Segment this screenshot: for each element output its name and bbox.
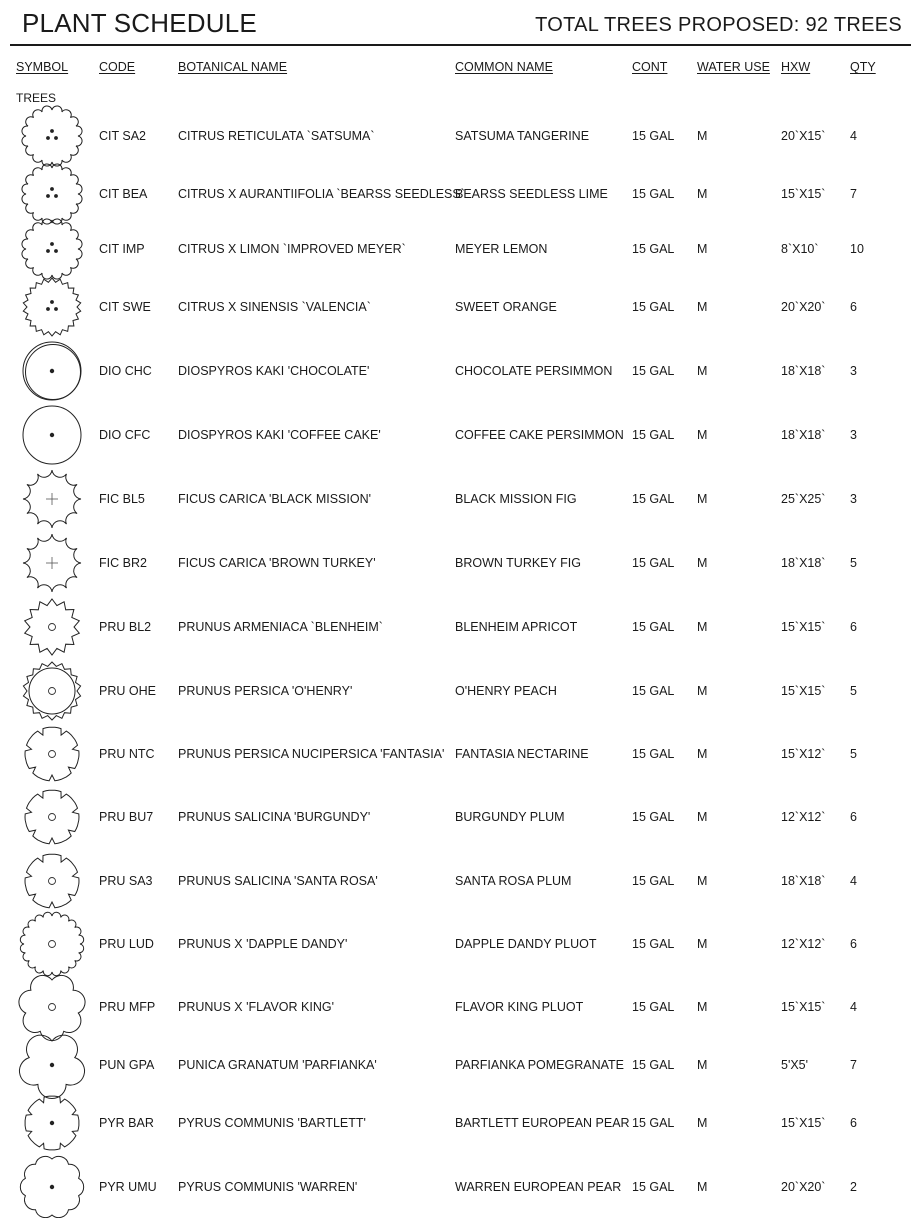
height-width: 25`X25` [781,492,826,506]
fig-star-icon [21,532,83,594]
water-use: M [697,242,708,256]
water-use: M [697,1180,708,1194]
water-use: M [697,129,708,143]
persimmon-double-circle-icon [21,340,83,402]
container-size: 15 GAL [632,492,675,506]
height-width: 12`X12` [781,937,826,951]
botanical-name: PRUNUS X 'DAPPLE DANDY' [178,937,348,951]
botanical-name: PUNICA GRANATUM 'PARFIANKA' [178,1058,377,1072]
quantity: 2 [850,1180,857,1194]
common-name: BROWN TURKEY FIG [455,556,581,570]
citrus-spiky-icon [21,276,83,338]
botanical-name: PRUNUS SALICINA 'SANTA ROSA' [178,874,378,888]
container-size: 15 GAL [632,1180,675,1194]
plant-code: PRU LUD [99,937,154,951]
plant-code: PRU BL2 [99,620,152,634]
height-width: 15`X15` [781,684,826,698]
botanical-name: CITRUS RETICULATA `SATSUMA` [178,129,375,143]
citrus-scalloped-icon [21,105,83,167]
container-size: 15 GAL [632,620,675,634]
container-size: 15 GAL [632,556,675,570]
quantity: 6 [850,937,857,951]
header-botanical-name: BOTANICAL NAME [178,60,288,74]
water-use: M [697,874,708,888]
plant-code: FIC BR2 [99,556,147,570]
quantity: 5 [850,747,857,761]
quantity: 6 [850,1116,857,1130]
pomegranate-trefoil-icon [21,1034,83,1096]
common-name: SANTA ROSA PLUM [455,874,572,888]
botanical-name: CITRUS X SINENSIS `VALENCIA` [178,300,371,314]
water-use: M [697,747,708,761]
page-title: PLANT SCHEDULE [22,8,257,38]
quantity: 4 [850,129,857,143]
water-use: M [697,364,708,378]
common-name: BEARSS SEEDLESS LIME [455,187,608,201]
pear-notched-icon [21,1092,83,1154]
quantity: 4 [850,874,857,888]
plant-code: PRU OHE [99,684,156,698]
common-name: BLACK MISSION FIG [455,492,577,506]
water-use: M [697,684,708,698]
height-width: 5'X5' [781,1058,809,1072]
water-use: M [697,300,708,314]
height-width: 15`X15` [781,620,826,634]
height-width: 18`X18` [781,364,826,378]
header-code: CODE [99,60,136,74]
container-size: 15 GAL [632,937,675,951]
container-size: 15 GAL [632,129,675,143]
botanical-name: PRUNUS PERSICA NUCIPERSICA 'FANTASIA' [178,747,445,761]
plant-code: DIO CFC [99,428,151,442]
plant-code: PUN GPA [99,1058,155,1072]
plant-code: CIT BEA [99,187,148,201]
header-common-name: COMMON NAME [455,60,553,74]
container-size: 15 GAL [632,428,675,442]
container-size: 15 GAL [632,810,675,824]
header-symbol: SYMBOL [16,60,69,74]
height-width: 18`X18` [781,874,826,888]
botanical-name: FICUS CARICA 'BLACK MISSION' [178,492,372,506]
container-size: 15 GAL [632,684,675,698]
container-size: 15 GAL [632,300,675,314]
plant-code: CIT IMP [99,242,145,256]
water-use: M [697,492,708,506]
prunus-notched-icon [21,596,83,658]
botanical-name: CITRUS X AURANTIIFOLIA `BEARSS SEEDLESS` [178,187,465,201]
common-name: PARFIANKA POMEGRANATE [455,1058,625,1072]
container-size: 15 GAL [632,1116,675,1130]
common-name: MEYER LEMON [455,242,548,256]
plant-code: PYR BAR [99,1116,154,1130]
common-name: FLAVOR KING PLUOT [455,1000,584,1014]
common-name: SWEET ORANGE [455,300,557,314]
container-size: 15 GAL [632,747,675,761]
total-trees: TOTAL TREES PROPOSED: 92 TREES [535,14,902,36]
height-width: 18`X18` [781,428,826,442]
plant-code: PRU BU7 [99,810,154,824]
height-width: 15`X15` [781,1000,826,1014]
botanical-name: PRUNUS X 'FLAVOR KING' [178,1000,334,1014]
prunus-ring-icon [21,660,83,722]
water-use: M [697,810,708,824]
height-width: 18`X18` [781,556,826,570]
section-label-trees: TREES [16,91,57,105]
container-size: 15 GAL [632,1058,675,1072]
common-name: COFFEE CAKE PERSIMMON [455,428,624,442]
quantity: 3 [850,492,857,506]
plant-code: PRU MFP [99,1000,156,1014]
header-hxw: HXW [781,60,811,74]
header-cont: CONT [632,60,668,74]
quantity: 7 [850,187,857,201]
container-size: 15 GAL [632,242,675,256]
common-name: FANTASIA NECTARINE [455,747,589,761]
height-width: 15`X15` [781,1116,826,1130]
common-name: BURGUNDY PLUM [455,810,565,824]
common-name: WARREN EUROPEAN PEAR [455,1180,622,1194]
height-width: 15`X15` [781,187,826,201]
quantity: 6 [850,620,857,634]
quantity: 3 [850,364,857,378]
water-use: M [697,1058,708,1072]
plant-code: FIC BL5 [99,492,145,506]
quantity: 10 [850,242,864,256]
water-use: M [697,1116,708,1130]
pear-scalloped-icon [21,1156,83,1218]
common-name: O'HENRY PEACH [455,684,557,698]
common-name: BARTLETT EUROPEAN PEAR [455,1116,630,1130]
prunus-lobed-icon [21,850,83,912]
citrus-scalloped-icon [21,163,83,225]
botanical-name: DIOSPYROS KAKI 'CHOCOLATE' [178,364,370,378]
container-size: 15 GAL [632,1000,675,1014]
plant-code: CIT SA2 [99,129,147,143]
prunus-scalloped-icon [21,913,83,975]
prunus-lobed-icon [21,723,83,785]
quantity: 6 [850,300,857,314]
common-name: DAPPLE DANDY PLUOT [455,937,597,951]
plant-code: CIT SWE [99,300,151,314]
plant-code: PYR UMU [99,1180,157,1194]
citrus-scalloped-icon [21,218,83,280]
prunus-fan-icon [21,976,83,1038]
botanical-name: PYRUS COMMUNIS 'BARTLETT' [178,1116,366,1130]
height-width: 15`X12` [781,747,826,761]
water-use: M [697,1000,708,1014]
water-use: M [697,428,708,442]
quantity: 3 [850,428,857,442]
height-width: 8`X10` [781,242,819,256]
height-width: 12`X12` [781,810,826,824]
common-name: CHOCOLATE PERSIMMON [455,364,613,378]
plant-code: PRU SA3 [99,874,153,888]
botanical-name: PRUNUS PERSICA 'O'HENRY' [178,684,353,698]
height-width: 20`X15` [781,129,826,143]
botanical-name: PYRUS COMMUNIS 'WARREN' [178,1180,358,1194]
water-use: M [697,937,708,951]
quantity: 6 [850,810,857,824]
common-name: BLENHEIM APRICOT [455,620,578,634]
fig-star-icon [21,468,83,530]
prunus-lobed-icon [21,786,83,848]
botanical-name: FICUS CARICA 'BROWN TURKEY' [178,556,376,570]
botanical-name: CITRUS X LIMON `IMPROVED MEYER` [178,242,406,256]
water-use: M [697,187,708,201]
height-width: 20`X20` [781,1180,826,1194]
container-size: 15 GAL [632,187,675,201]
container-size: 15 GAL [632,874,675,888]
quantity: 5 [850,556,857,570]
plant-code: DIO CHC [99,364,152,378]
plant-code: PRU NTC [99,747,155,761]
container-size: 15 GAL [632,364,675,378]
water-use: M [697,556,708,570]
header-qty: QTY [850,60,876,74]
water-use: M [697,620,708,634]
height-width: 20`X20` [781,300,826,314]
botanical-name: PRUNUS SALICINA 'BURGUNDY' [178,810,371,824]
header-water-use: WATER USE [697,60,770,74]
quantity: 7 [850,1058,857,1072]
quantity: 5 [850,684,857,698]
quantity: 4 [850,1000,857,1014]
persimmon-circle-icon [21,404,83,466]
common-name: SATSUMA TANGERINE [455,129,590,143]
botanical-name: PRUNUS ARMENIACA `BLENHEIM` [178,620,383,634]
botanical-name: DIOSPYROS KAKI 'COFFEE CAKE' [178,428,381,442]
